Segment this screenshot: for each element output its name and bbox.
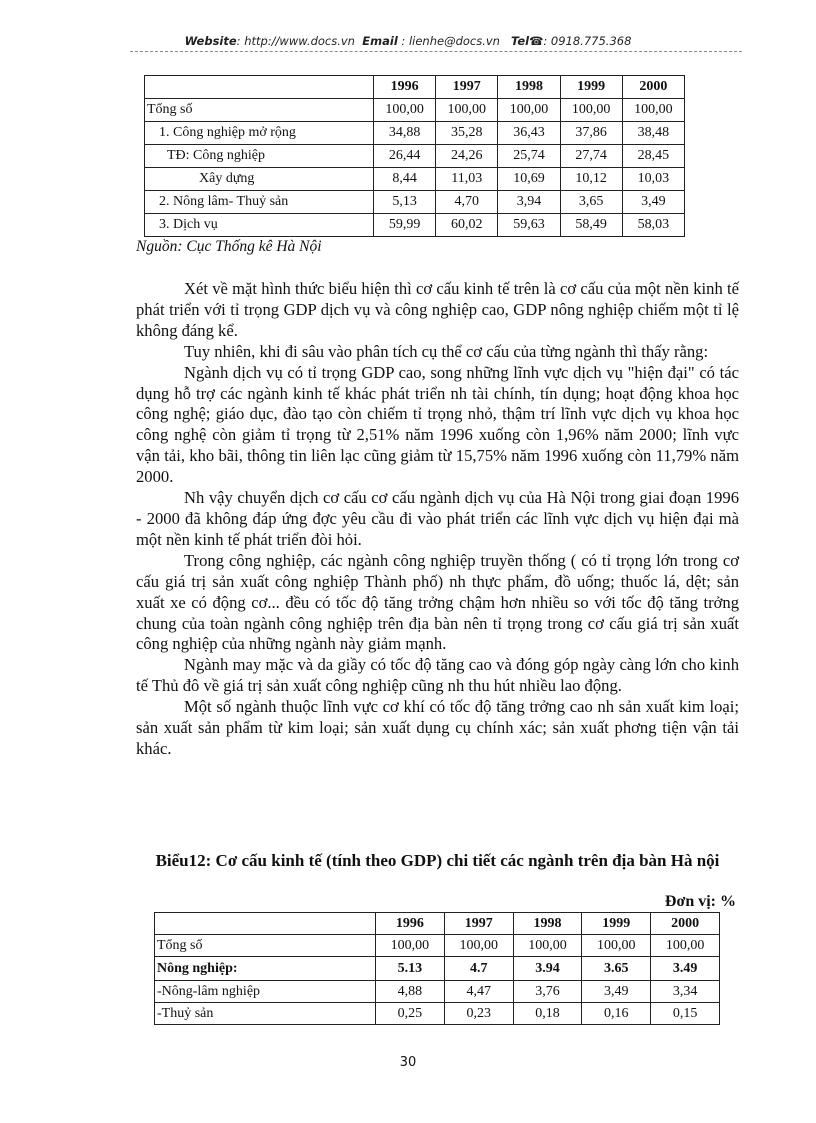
year-header: 2000 xyxy=(651,913,720,935)
cell: 100,00 xyxy=(622,99,684,122)
cell: 100,00 xyxy=(560,99,622,122)
page-number: 30 xyxy=(399,1055,417,1070)
cell: 0,15 xyxy=(651,1003,720,1025)
year-header: 1999 xyxy=(560,76,622,99)
year-header: 1998 xyxy=(513,913,582,935)
cell: 25,74 xyxy=(498,145,560,168)
row-label: TĐ: Công nghiệp xyxy=(145,145,374,168)
paragraph: Một số ngành thuộc lĩnh vực cơ khí có tốc độ tăng trởng cao nh sản xuất kim loại; sản xuất sản phẩm từ kim loại; sản xuất dụng cụ chính xác; sản xuất phơng tiện vận tải khác. xyxy=(136,697,739,758)
cell: 34,88 xyxy=(374,122,436,145)
row-label: -Thuỷ sản xyxy=(155,1003,376,1025)
cell: 3,49 xyxy=(582,981,651,1003)
cell: 4,47 xyxy=(444,981,513,1003)
cell: 100,00 xyxy=(513,935,582,957)
cell: 58,49 xyxy=(560,214,622,237)
cell: 5,13 xyxy=(374,191,436,214)
source-note: Nguồn: Cục Thống kê Hà Nội xyxy=(136,238,322,255)
header-divider xyxy=(130,51,742,52)
table-caption: Biểu12: Cơ cấu kinh tế (tính theo GDP) chi tiết các ngành trên địa bàn Hà nội xyxy=(155,851,720,870)
table-row xyxy=(145,191,685,214)
website-url[interactable]: : http://www.docs.vn xyxy=(236,34,355,48)
cell: 10,69 xyxy=(498,168,560,191)
cell: 3,34 xyxy=(651,981,720,1003)
table-row xyxy=(155,981,720,1003)
cell: 36,43 xyxy=(498,122,560,145)
cell: 4.7 xyxy=(444,957,513,981)
website-label: Website xyxy=(184,34,237,48)
cell: 58,03 xyxy=(622,214,684,237)
cell: 3.65 xyxy=(582,957,651,981)
year-header: 1999 xyxy=(582,913,651,935)
year-header: 2000 xyxy=(622,76,684,99)
cell: 37,86 xyxy=(560,122,622,145)
unit-label: Đơn vị: % xyxy=(664,893,736,910)
table-corner xyxy=(155,913,376,935)
row-label: -Nông-lâm nghiệp xyxy=(155,981,376,1003)
page-header xyxy=(0,34,816,48)
cell: 24,26 xyxy=(436,145,498,168)
body-text xyxy=(136,279,739,760)
row-label: Tổng số xyxy=(145,99,374,122)
row-label: 3. Dịch vụ xyxy=(145,214,374,237)
cell: 4,70 xyxy=(436,191,498,214)
cell: 11,03 xyxy=(436,168,498,191)
year-header: 1996 xyxy=(374,76,436,99)
cell: 59,99 xyxy=(374,214,436,237)
cell: 10,03 xyxy=(622,168,684,191)
table-row xyxy=(145,168,685,191)
cell: 0,25 xyxy=(376,1003,445,1025)
cell: 100,00 xyxy=(444,935,513,957)
cell: 0,18 xyxy=(513,1003,582,1025)
cell: 3,49 xyxy=(622,191,684,214)
cell: 8,44 xyxy=(374,168,436,191)
cell: 59,63 xyxy=(498,214,560,237)
year-header: 1996 xyxy=(376,913,445,935)
table-row xyxy=(145,99,685,122)
cell: 3,76 xyxy=(513,981,582,1003)
gdp-structure-table xyxy=(144,75,685,237)
cell: 3,94 xyxy=(498,191,560,214)
email-label: Email xyxy=(362,34,398,48)
cell: 35,28 xyxy=(436,122,498,145)
cell: 27,74 xyxy=(560,145,622,168)
cell: 4,88 xyxy=(376,981,445,1003)
cell: 0,23 xyxy=(444,1003,513,1025)
table-row xyxy=(145,145,685,168)
tel-label: Tel xyxy=(510,34,530,48)
cell: 100,00 xyxy=(498,99,560,122)
cell: 10,12 xyxy=(560,168,622,191)
cell: 38,48 xyxy=(622,122,684,145)
table-corner xyxy=(145,76,374,99)
agriculture-gdp-table xyxy=(154,912,720,1025)
cell: 100,00 xyxy=(651,935,720,957)
cell: 3,65 xyxy=(560,191,622,214)
cell: 100,00 xyxy=(436,99,498,122)
table-row xyxy=(155,957,720,981)
email-address[interactable]: : lienhe@docs.vn xyxy=(401,34,500,48)
year-header: 1997 xyxy=(444,913,513,935)
row-label: Xây dựng xyxy=(145,168,374,191)
cell: 5.13 xyxy=(376,957,445,981)
row-label: 1. Công nghiệp mở rộng xyxy=(145,122,374,145)
cell: 28,45 xyxy=(622,145,684,168)
table-row xyxy=(145,122,685,145)
cell: 100,00 xyxy=(582,935,651,957)
paragraph: Nh vậy chuyển dịch cơ cấu cơ cấu ngành dịch vụ của Hà Nội trong giai đoạn 1996 - 2000 đã không đáp ứng đợc yêu cầu đi vào phát triển các lĩnh vực dịch vụ hiện đại mà một nền kinh tế phát triển đòi hỏi. xyxy=(136,488,739,549)
cell: 26,44 xyxy=(374,145,436,168)
paragraph: Ngành may mặc và da giầy có tốc độ tăng cao và đóng góp ngày càng lớn cho kinh tế Thủ đô về giá trị sản xuất công nghiệp cũng nh thu hút nhiều lao động. xyxy=(136,655,739,696)
year-header: 1997 xyxy=(436,76,498,99)
table-row xyxy=(155,1003,720,1025)
tel-number: ☎: 0918.775.368 xyxy=(529,34,632,48)
table-row xyxy=(155,935,720,957)
cell: 100,00 xyxy=(374,99,436,122)
table-row xyxy=(145,214,685,237)
cell: 60,02 xyxy=(436,214,498,237)
row-label: 2. Nông lâm- Thuỷ sản xyxy=(145,191,374,214)
year-header: 1998 xyxy=(498,76,560,99)
paragraph: Trong công nghiệp, các ngành công nghiệp truyền thống ( có tỉ trọng lớn trong cơ cấu giá trị sản xuất công nghiệp Thành phố) nh thực phẩm, đồ uống; thuốc lá, dệt; sản xuất xe có động cơ... đều có tốc độ tăng trởng chậm hơn nhiều so với tốc độ tăng trởng chung của toàn ngành công nghiệp trên địa bàn nên tỉ trọng trong cơ cấu giá trị sản xuất công nghiệp của những ngành này giảm mạnh. xyxy=(136,550,739,654)
cell: 100,00 xyxy=(376,935,445,957)
cell: 3.49 xyxy=(651,957,720,981)
cell: 3.94 xyxy=(513,957,582,981)
paragraph: Xét về mặt hình thức biểu hiện thì cơ cấu kinh tế trên là cơ cấu của một nền kinh tế phát triển với tỉ trọng GDP dịch vụ và công nghiệp cao, GDP nông nghiệp chiếm một tỉ lệ không đáng kể. xyxy=(136,279,739,340)
cell: 0,16 xyxy=(582,1003,651,1025)
row-label: Tổng số xyxy=(155,935,376,957)
paragraph: Tuy nhiên, khi đi sâu vào phân tích cụ thể cơ cấu của từng ngành thì thấy rằng: xyxy=(184,341,709,361)
paragraph: Ngành dịch vụ có tỉ trọng GDP cao, song những lĩnh vực dịch vụ "hiện đại" có tác dụng hỗ trợ các ngành kinh tế khác phát triển nh tài chính, tín dụng; hoạt động khoa học công nghệ; giáo dục, đào tạo còn chiếm tỉ trọng nhỏ, thậm trí lĩnh vực dịch vụ khoa học công nghệ còn giảm tỉ trọng từ 2,51% năm 1996 xuống còn 1,96% năm 2000; lĩnh vực vận tải, kho bãi, thông tin liên lạc cũng giảm từ 15,75% năm 1996 xuống còn 11,79% năm 2000. xyxy=(136,362,739,487)
row-label: Nông nghiệp: xyxy=(155,957,376,981)
